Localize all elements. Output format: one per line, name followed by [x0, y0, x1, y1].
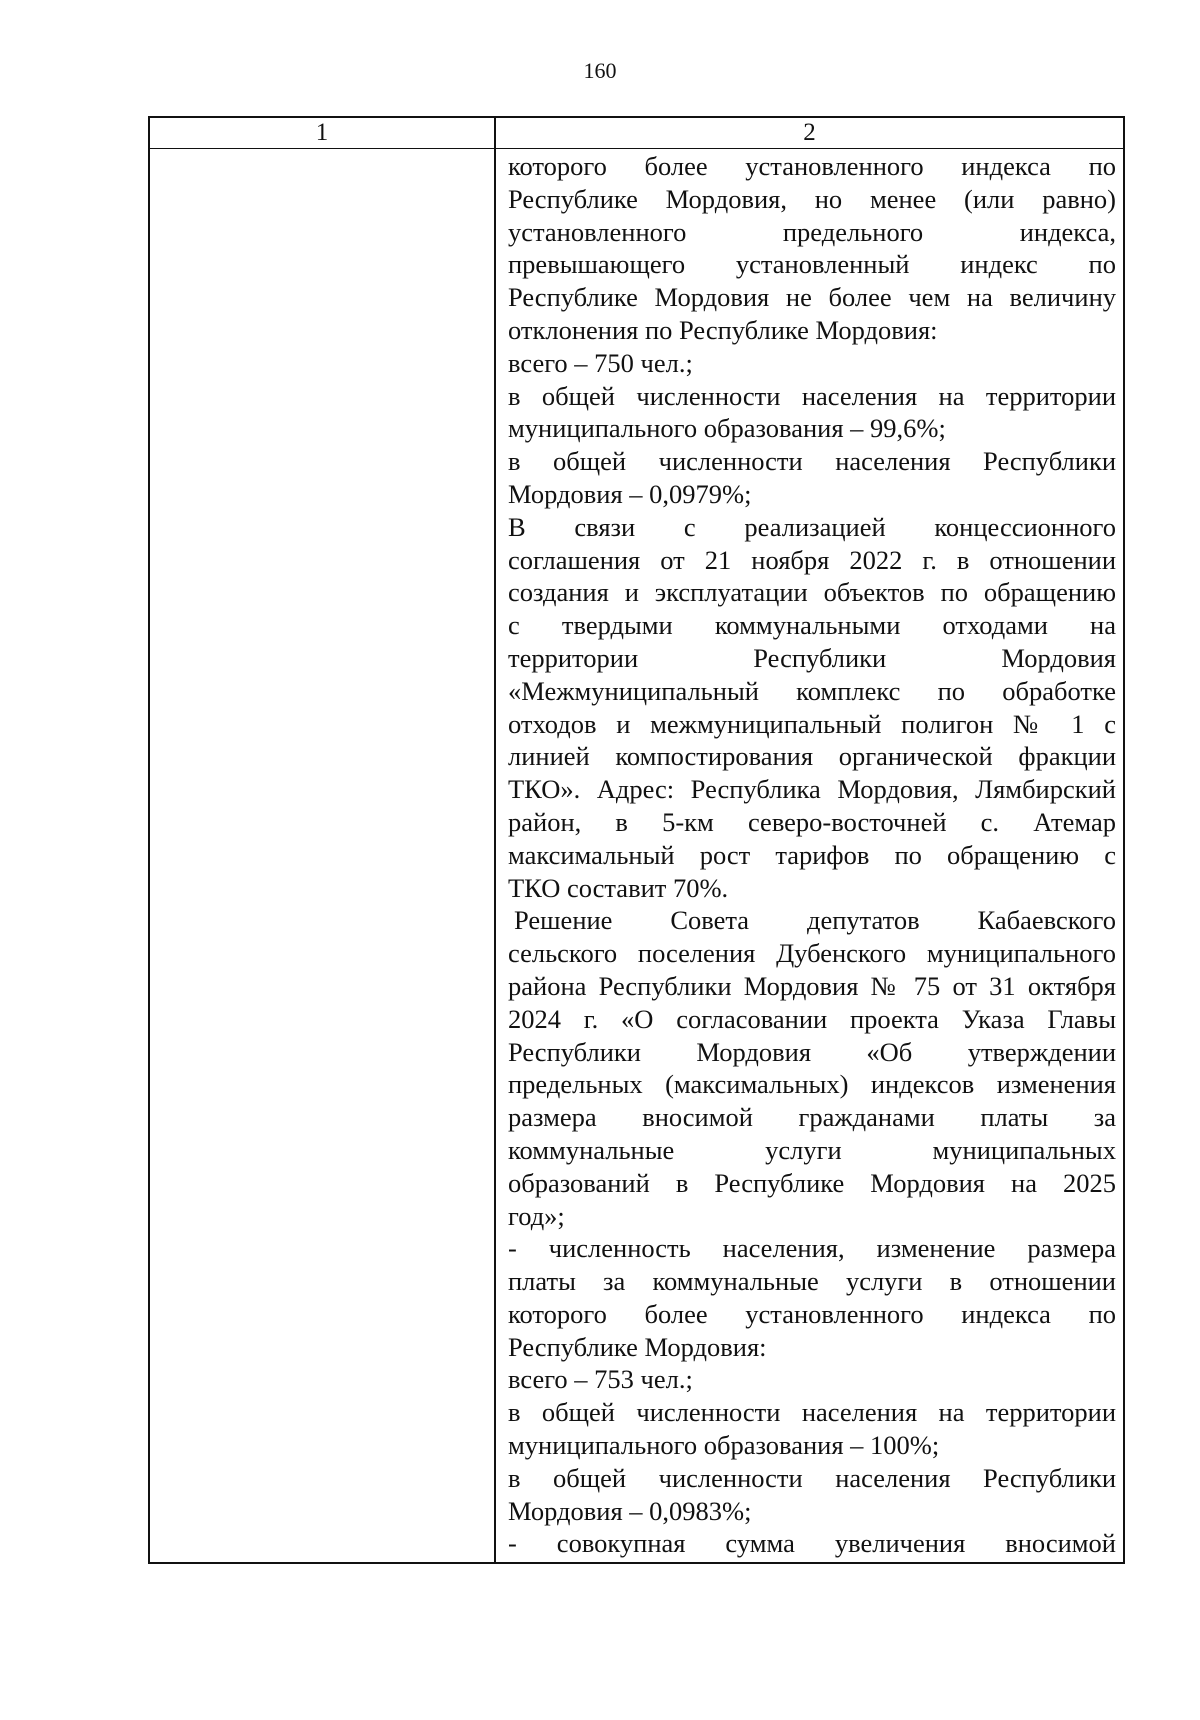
text-line: ТКО составит 70%. [508, 872, 729, 903]
text-line: в общей численности населения Республики [508, 446, 1116, 477]
text-line: размера вносимой гражданами платы за [508, 1102, 1116, 1133]
text-line: платы за коммунальные услуги в отношении [508, 1266, 1116, 1297]
table-header-row [150, 118, 1123, 149]
text-line: максимальный рост тарифов по обращению с [508, 839, 1116, 870]
text-line: с твердыми коммунальными отходами на [508, 610, 1116, 641]
text-line: которого более установленного индекса по [508, 151, 1116, 181]
text-line: сельского поселения Дубенского муниципального [508, 938, 1116, 969]
text-line: ТКО». Адрес: Республика Мордовия, Лямбирский [508, 774, 1116, 805]
text-line: район, в 5-км северо-восточней с. Атемар [508, 806, 1116, 837]
text-line: образований в Республике Мордовия на 2025 [508, 1167, 1116, 1198]
text-line: в общей численности населения Республики [508, 1462, 1116, 1493]
text-line: всего – 750 чел.; [508, 347, 693, 378]
text-line: Республике Мордовия: [508, 1331, 767, 1362]
text-line: Решение Совета депутатов Кабаевского [514, 905, 1116, 936]
text-line: в общей численности населения на территории [508, 1397, 1116, 1428]
text-line: муниципального образования – 100%; [508, 1430, 940, 1461]
column-divider [494, 118, 496, 1562]
text-line: В связи с реализацией концессионного [508, 511, 1116, 542]
text-line: установленного предельного индекса, [508, 216, 1116, 247]
text-line: 2024 г. «О согласовании проекта Указа Главы [508, 1003, 1116, 1034]
document-table [148, 116, 1125, 1564]
column-2-header: 2 [803, 119, 816, 146]
text-line: превышающего установленный индекс по [508, 249, 1116, 280]
text-line: - совокупная сумма увеличения вносимой [508, 1528, 1116, 1559]
text-line: Республике Мордовия не более чем на величину [508, 282, 1116, 313]
text-line: год»; [508, 1200, 565, 1231]
text-line: Республике Мордовия, но менее (или равно) [508, 183, 1116, 214]
text-line: предельных (максимальных) индексов изменения [508, 1069, 1116, 1100]
text-line: - численность населения, изменение размера [508, 1233, 1116, 1264]
text-line: коммунальные услуги муниципальных [508, 1134, 1116, 1165]
page-number: 160 [583, 58, 617, 83]
text-line: отклонения по Республике Мордовия: [508, 314, 938, 345]
column-2-text [508, 150, 1116, 1560]
text-line: муниципального образования – 99,6%; [508, 413, 946, 444]
text-line: «Межмуниципальный комплекс по обработке [508, 675, 1116, 706]
text-line: линией компостирования органической фракции [508, 741, 1116, 772]
text-line: территории Республики Мордовия [508, 642, 1116, 673]
text-line: создания и эксплуатации объектов по обращению [508, 577, 1116, 608]
text-line: которого более установленного индекса по [508, 1298, 1116, 1329]
text-line: соглашения от 21 ноября 2022 г. в отношении [508, 544, 1116, 575]
text-line: Республики Мордовия «Об утверждении [508, 1036, 1116, 1067]
text-line: в общей численности населения на территории [508, 380, 1116, 411]
text-line: всего – 753 чел.; [508, 1364, 693, 1395]
text-line: района Республики Мордовия № 75 от 31 октября [508, 970, 1116, 1001]
text-line: Мордовия – 0,0983%; [508, 1495, 752, 1526]
text-line: отходов и межмуниципальный полигон № 1 с [508, 708, 1116, 739]
column-1-header: 1 [315, 119, 329, 146]
text-line: Мордовия – 0,0979%; [508, 478, 752, 509]
